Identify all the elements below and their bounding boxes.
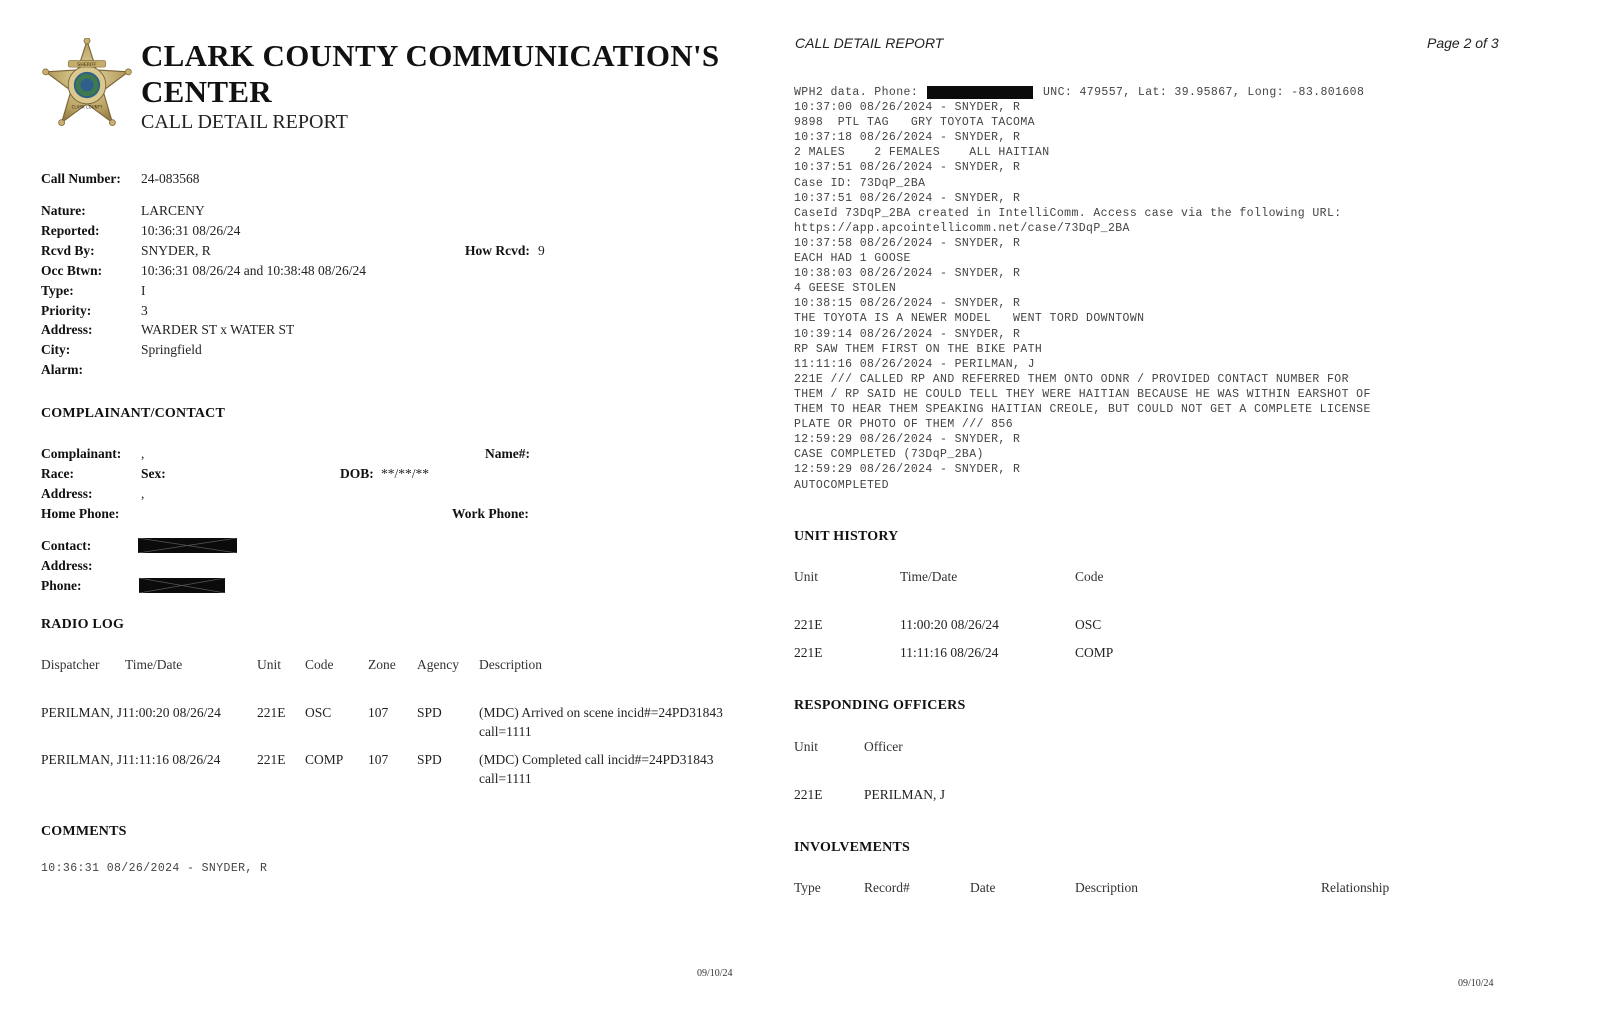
radio-log-header-zone: Zone [368,657,396,672]
radio-log-row-agency: SPD [417,705,442,720]
involvements-header-record: Record# [864,880,910,895]
unit-history-row-code: COMP [1075,645,1114,660]
footer-print-date: 09/10/24 [1458,978,1494,989]
officers-header-officer: Officer [864,739,903,754]
comment-log-line: 12:59:29 08/26/2024 - SNYDER, R [794,463,1021,477]
involvements-section-title: INVOLVEMENTS [794,840,910,855]
org-title-line2: CENTER [141,74,272,109]
rcvd-by-label: Rcvd By: [41,243,95,258]
name-number-label: Name#: [485,446,530,461]
complainant-label: Complainant: [41,446,122,461]
unit-history-section-title: UNIT HISTORY [794,529,899,544]
radio-log-section-title: RADIO LOG [41,617,125,632]
report-page-2 [790,0,1600,1016]
how-rcvd-label: How Rcvd: [465,243,530,258]
radio-log-header-code: Code [305,657,334,672]
address-value: WARDER ST x WATER ST [141,322,295,337]
reported-value: 10:36:31 08/26/24 [141,223,241,238]
officers-row-officer: PERILMAN, J [864,787,946,802]
comment-log-line: PLATE OR PHOTO OF THEM /// 856 [794,418,1014,432]
radio-log-row-description-cont: call=1111 [479,724,532,739]
complainant-section-title: COMPLAINANT/CONTACT [41,406,225,421]
radio-log-header-time-date: Time/Date [125,657,183,672]
comment-log-line: 10:38:15 08/26/2024 - SNYDER, R [794,297,1021,311]
page-number: Page 2 of 3 [1427,35,1499,51]
call-number-label: Call Number: [41,171,121,186]
radio-log-row-unit: 221E [257,752,286,767]
phone-redaction [927,86,1033,99]
comments-section-title: COMMENTS [41,824,127,839]
comment-log-line: 221E /// CALLED RP AND REFERRED THEM ONTO ODNR / PROVIDED CONTACT NUMBER FOR [794,372,1349,386]
comment-log-line: 10:37:51 08/26/2024 - SNYDER, R [794,191,1021,205]
comment-log-line: 9898 PTL TAG GRY TOYOTA TACOMA [794,116,1035,130]
work-phone-label: Work Phone: [452,506,529,521]
radio-log-row-description: (MDC) Completed call incid#=24PD31843 [479,752,714,767]
priority-label: Priority: [41,303,92,318]
comment-log-line: AUTOCOMPLETED [794,478,889,492]
report-subtitle: CALL DETAIL REPORT [141,111,348,133]
radio-log-header-dispatcher: Dispatcher [41,657,100,672]
comment-log-line[interactable]: https://app.apcointellicomm.net/case/73DqP_2BA [794,221,1130,235]
svg-text:SHERIFF: SHERIFF [77,63,97,69]
contact-address-label: Address: [41,558,93,573]
race-label: Race: [41,466,74,481]
comment-log-line: 12:59:29 08/26/2024 - SNYDER, R [794,433,1021,447]
radio-log-row-dispatcher-time: PERILMAN, J11:00:20 08/26/24 [41,705,221,720]
complainant-address-label: Address: [41,486,93,501]
comment-log-line: THE TOYOTA IS A NEWER MODEL WENT TORD DOWNTOWN [794,312,1145,326]
complainant-value: , [141,446,145,461]
unit-history-row-time-date: 11:11:16 08/26/24 [900,645,999,660]
sex-label: Sex: [141,466,166,481]
unit-history-row-time-date: 11:00:20 08/26/24 [900,617,999,632]
comment-log-line: CASE COMPLETED (73DqP_2BA) [794,448,984,462]
comment-log-line: 10:37:51 08/26/2024 - SNYDER, R [794,161,1021,175]
comment-log-line: Case ID: 73DqP_2BA [794,176,926,190]
unit-history-row-code: OSC [1075,617,1102,632]
involvements-header-type: Type [794,880,821,895]
contact-redaction [138,538,237,553]
sheriff-star-seal-icon [40,38,134,132]
comment-log-line: 10:37:58 08/26/2024 - SNYDER, R [794,236,1021,250]
footer-print-date: 09/10/24 [697,968,733,979]
involvements-header-relationship: Relationship [1321,880,1390,895]
page-header-title: CALL DETAIL REPORT [795,35,944,51]
dob-value: **/**/** [381,466,430,481]
comment-phone-prefix: WPH2 data. Phone: [794,86,919,99]
reported-label: Reported: [41,223,100,238]
responding-officers-section-title: RESPONDING OFFICERS [794,698,966,713]
comment-log-line: THEM / RP SAID HE COULD TELL THEY WERE HAITIAN BECAUSE HE WAS WITHIN EARSHOT OF [794,387,1371,401]
officers-header-unit: Unit [794,739,819,754]
type-value: I [141,283,146,298]
comment-log-line: 4 GEESE STOLEN [794,282,897,296]
priority-value: 3 [141,303,148,318]
contact-label: Contact: [41,538,92,553]
radio-log-row-dispatcher-time: PERILMAN, J11:11:16 08/26/24 [41,752,221,767]
org-title-line1: CLARK COUNTY COMMUNICATION'S [141,38,720,73]
unit-history-row-unit: 221E [794,617,823,632]
radio-log-row-unit: 221E [257,705,286,720]
comment-entry: 10:36:31 08/26/2024 - SNYDER, R [41,862,268,875]
radio-log-header-unit: Unit [257,657,282,672]
unit-history-header-unit: Unit [794,569,819,584]
dob-label: DOB: [340,466,374,481]
radio-log-row-zone: 107 [368,752,389,767]
involvements-header-date: Date [970,880,996,895]
comment-log-line: CaseId 73DqP_2BA created in IntelliComm. Access case via the following URL: [794,206,1342,220]
contact-phone-label: Phone: [41,578,82,593]
alarm-label: Alarm: [41,362,83,377]
comment-location-data: UNC: 479557, Lat: 39.95867, Long: -83.801608 [1043,86,1365,99]
type-label: Type: [41,283,74,298]
address-label: Address: [41,322,93,337]
svg-text:CLARK COUNTY: CLARK COUNTY [71,104,103,110]
phone-redaction [139,578,225,593]
comment-log-line: 10:37:18 08/26/2024 - SNYDER, R [794,131,1021,145]
nature-value: LARCENY [141,203,205,218]
radio-log-header-description: Description [479,657,542,672]
city-value: Springfield [141,342,202,357]
comment-log-line: THEM TO HEAR THEM SPEAKING HAITIAN CREOLE, BUT COULD NOT GET A COMPLETE LICENSE [794,403,1371,416]
comment-log-line: 11:11:16 08/26/2024 - PERILMAN, J [794,357,1035,371]
radio-log-row-code: OSC [305,705,332,720]
radio-log-row-description: (MDC) Arrived on scene incid#=24PD31843 [479,705,723,720]
city-label: City: [41,342,71,357]
unit-history-header-time-date: Time/Date [900,569,958,584]
comment-log-line: 10:39:14 08/26/2024 - SNYDER, R [794,327,1021,341]
radio-log-row-description-cont: call=1111 [479,771,532,786]
officers-row-unit: 221E [794,787,823,802]
call-number-value: 24-083568 [141,171,200,186]
comment-log-line: 2 MALES 2 FEMALES ALL HAITIAN [794,146,1050,160]
involvements-header-description: Description [1075,880,1138,895]
radio-log-row-zone: 107 [368,705,389,720]
how-rcvd-value: 9 [538,243,545,258]
radio-log-header-agency: Agency [417,657,459,672]
home-phone-label: Home Phone: [41,506,120,521]
unit-history-header-code: Code [1075,569,1104,584]
radio-log-row-agency: SPD [417,752,442,767]
comment-log-line: EACH HAD 1 GOOSE [794,252,911,265]
comment-log-line: 10:38:03 08/26/2024 - SNYDER, R [794,267,1021,281]
report-page-1 [0,0,790,1016]
occ-btwn-value: 10:36:31 08/26/24 and 10:38:48 08/26/24 [141,263,366,278]
complainant-address-value: , [141,486,145,501]
comment-log-line: 10:37:00 08/26/2024 - SNYDER, R [794,101,1021,114]
comment-log-line: RP SAW THEM FIRST ON THE BIKE PATH [794,342,1043,356]
nature-label: Nature: [41,203,86,218]
unit-history-row-unit: 221E [794,645,823,660]
radio-log-row-code: COMP [305,752,344,767]
rcvd-by-value: SNYDER, R [141,243,211,258]
occ-btwn-label: Occ Btwn: [41,263,103,278]
